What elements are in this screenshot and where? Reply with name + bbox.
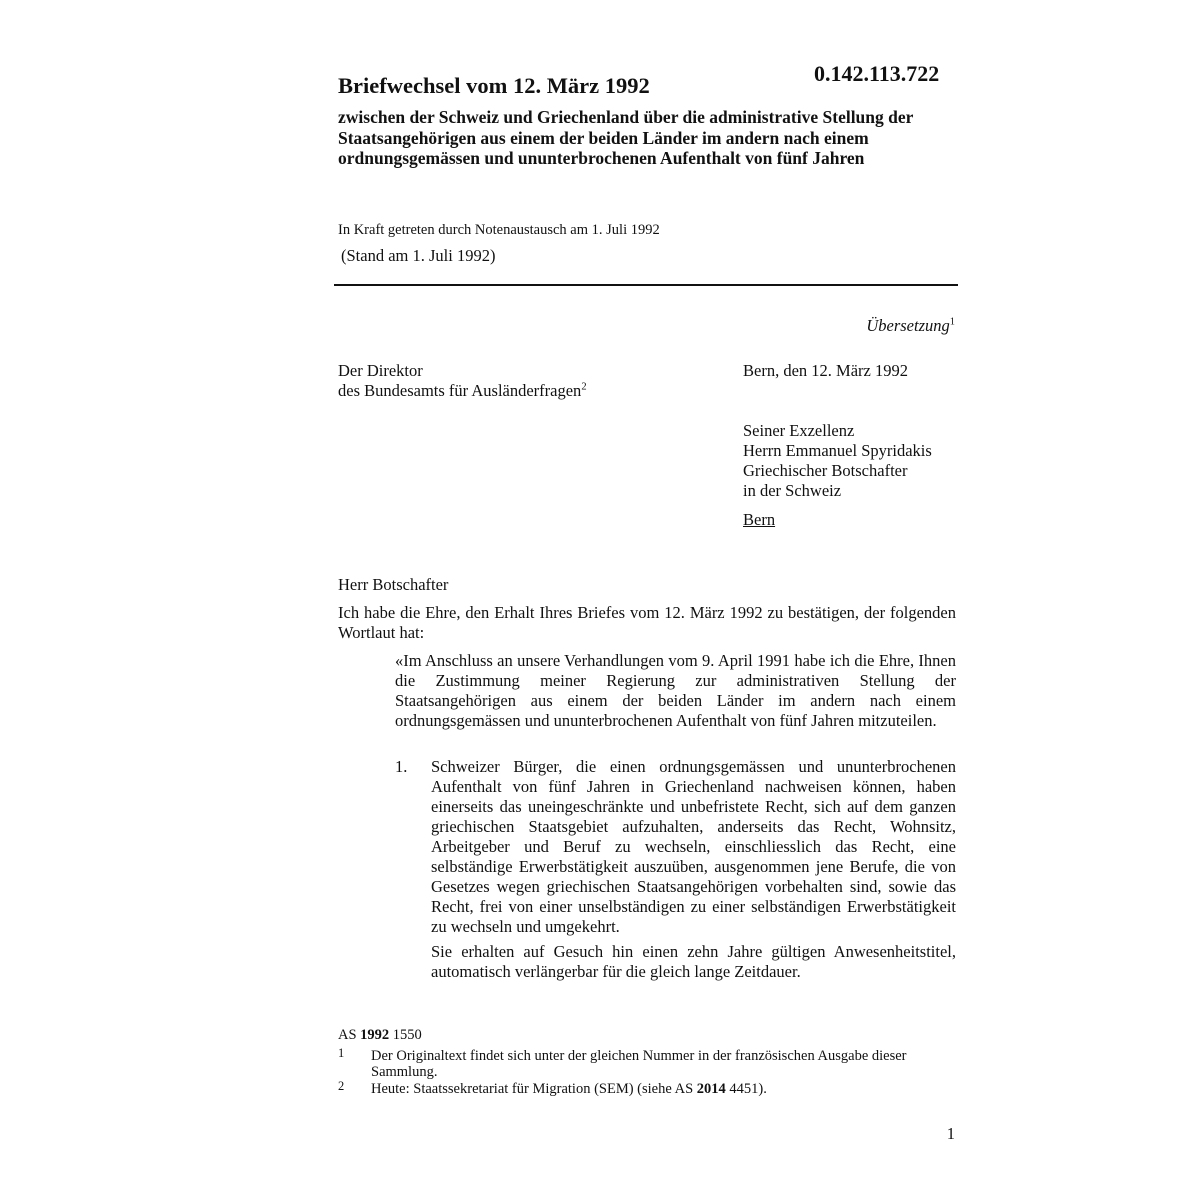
as-prefix: AS bbox=[338, 1027, 357, 1043]
salutation: Herr Botschafter bbox=[338, 575, 449, 594]
as-page: 1550 bbox=[392, 1027, 422, 1043]
dateline: Bern, den 12. März 1992 bbox=[743, 361, 908, 380]
footnote-2-after: 4451). bbox=[729, 1081, 767, 1097]
status-note: (Stand am 1. Juli 1992) bbox=[341, 246, 496, 265]
recipient-line-3: Griechischer Botschafter bbox=[743, 461, 908, 480]
translation-label: Übersetzung bbox=[866, 316, 950, 335]
footnote-2-number: 2 bbox=[338, 1079, 345, 1093]
document-subtitle: zwischen der Schweiz und Griechenland über die administrative Stellung der Staatsangehörigen aus einem der beiden Länder im andern nach einem ordnungsgemässen und ununterbrochenen Aufenthalt von fünf Jahren bbox=[338, 107, 914, 168]
recipient-line-1: Seiner Exzellenz bbox=[743, 421, 855, 440]
sender-block bbox=[338, 361, 587, 401]
quote-paragraph: «Im Anschluss an unsere Verhandlungen vom 9. April 1991 habe ich die Ehre, Ihnen die Zustimmung meiner Regierung zur administrativen Stellung der Staatsangehörigen aus einem der beiden Länder im andern nach einem ordnungsgemässen und ununterbrochenen Aufenthalt von fünf Jahren mitzuteilen. bbox=[395, 651, 956, 730]
intro-paragraph: Ich habe die Ehre, den Erhalt Ihres Briefes vom 12. März 1992 zu bestätigen, der folgenden Wortlaut hat: bbox=[338, 603, 956, 642]
footnote-1-text: Der Originaltext findet sich unter der gleichen Nummer in der französischen Ausgabe dieser Sammlung. bbox=[371, 1048, 907, 1080]
document-number: 0.142.113.722 bbox=[814, 61, 940, 86]
recipient-line-4: in der Schweiz bbox=[743, 481, 842, 500]
official-collection-ref bbox=[338, 1027, 422, 1044]
list-item-text-continued: Sie erhalten auf Gesuch hin einen zehn Jahre gültigen Anwesenheitstitel, automatisch verlängerbar für die gleich lange Zeitdauer. bbox=[431, 942, 956, 981]
in-force-note: In Kraft getreten durch Notenaustausch am 1. Juli 1992 bbox=[338, 222, 660, 238]
sender-line-2-text: des Bundesamts für Ausländerfragen bbox=[338, 381, 582, 400]
footnote-ref-2: 2 bbox=[581, 381, 587, 393]
recipient-city: Bern bbox=[743, 510, 776, 529]
list-item-number: 1. bbox=[395, 757, 408, 776]
sender-line-1: Der Direktor bbox=[338, 361, 423, 380]
footnote-1-number: 1 bbox=[338, 1046, 345, 1060]
footnote-2-year: 2014 bbox=[696, 1081, 726, 1097]
as-year: 1992 bbox=[360, 1027, 390, 1043]
recipient-line-2: Herrn Emmanuel Spyridakis bbox=[743, 441, 932, 460]
sender-line-2 bbox=[338, 381, 587, 401]
footnote-ref-1: 1 bbox=[949, 316, 955, 328]
document-title: Briefwechsel vom 12. März 1992 bbox=[338, 73, 650, 98]
list-item-text: Schweizer Bürger, die einen ordnungsgemässen und ununterbrochenen Aufenthalt von fünf Jahren in Griechenland nachweisen können, haben einerseits das uneingeschränkte und unbefristete Recht, sich auf dem ganzen griechischen Staatsgebiet aufzuhalten, anderseits das Recht, Wohnsitz, Arbeitgeber und Beruf zu wechseln, einschliesslich das Recht, eine selbständige Erwerbstätigkeit auszuüben, ausgenommen jene Berufe, die von Gesetzes wegen griechischen Staatsangehörigen vorbehalten sind, sowie das Recht, frei von einer unselbständigen zu einer selbständigen Erwerbstätigkeit zu wechseln und umgekehrt. bbox=[431, 757, 956, 936]
footnote-2-text bbox=[371, 1081, 767, 1098]
header-divider bbox=[334, 284, 958, 286]
recipient-block bbox=[743, 421, 932, 501]
translation-note bbox=[700, 316, 955, 336]
page-number: 1 bbox=[946, 1124, 955, 1143]
footnote-2-before: Heute: Staatssekretariat für Migration (SEM) (siehe AS bbox=[371, 1081, 694, 1097]
